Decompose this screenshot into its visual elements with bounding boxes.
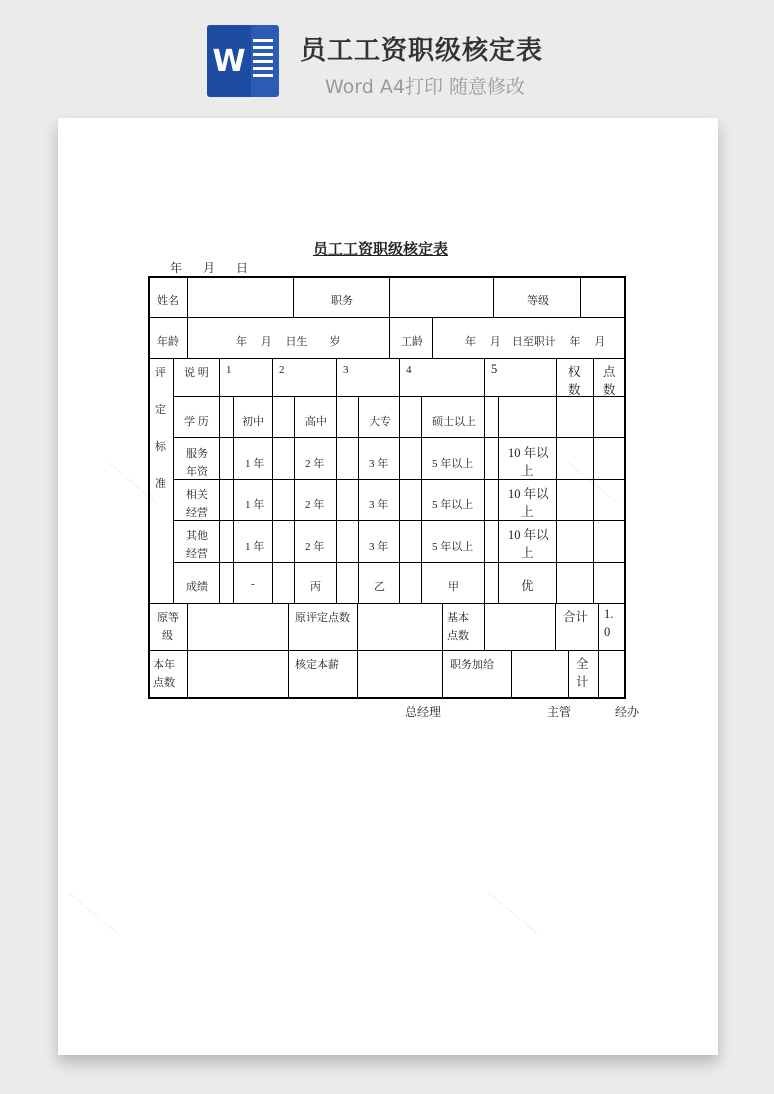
- performance-4: 甲: [448, 581, 459, 593]
- signature-general-manager: 总经理: [405, 705, 442, 719]
- service-3: 3 年: [369, 458, 389, 470]
- label-position: 职务: [331, 295, 353, 307]
- performance-3: 乙: [374, 581, 385, 593]
- label-year-points-2: 点数: [153, 677, 175, 689]
- label-related-1: 相关: [186, 489, 208, 501]
- hire-date-text: 年 月 日至职计 年 月: [465, 336, 606, 348]
- banner-subtitle: Word A4打印 随意修改: [325, 76, 526, 98]
- related-4: 5 年以上: [432, 499, 474, 511]
- related-3: 3 年: [369, 499, 389, 511]
- other-5-line1: 10 年以: [508, 528, 549, 542]
- level-2: 2: [279, 364, 285, 376]
- criteria-side-1: 评: [155, 367, 166, 379]
- signature-supervisor: 主管: [547, 705, 572, 719]
- label-grade: 等级: [527, 295, 549, 307]
- level-5: 5: [491, 362, 498, 376]
- label-total: 合计: [563, 610, 589, 624]
- label-grand-total-2: 计: [576, 675, 589, 689]
- criteria-side-3: 标: [155, 441, 166, 453]
- total-value-2: 0: [604, 625, 611, 639]
- label-grand-total-1: 全: [576, 657, 589, 671]
- other-3: 3 年: [369, 541, 389, 553]
- level-4: 4: [406, 364, 412, 376]
- other-1: 1 年: [245, 541, 265, 553]
- education-2: 高中: [305, 416, 327, 428]
- birth-date-text: 年 月 日生 岁: [236, 336, 341, 348]
- criteria-side-4: 准: [155, 478, 166, 490]
- document-title: 员工工资职级核定表: [313, 240, 449, 258]
- label-related-2: 经营: [186, 507, 208, 519]
- label-description: 说 明: [184, 367, 209, 379]
- other-2: 2 年: [305, 541, 325, 553]
- word-icon-letter: W: [207, 25, 251, 97]
- label-salary: 核定本薪: [295, 659, 339, 671]
- label-age: 年龄: [157, 336, 179, 348]
- education-1: 初中: [242, 416, 264, 428]
- service-4: 5 年以上: [432, 458, 474, 470]
- label-performance: 成绩: [186, 581, 208, 593]
- date-year-label: 年: [170, 261, 183, 275]
- criteria-side-2: 定: [155, 404, 166, 416]
- performance-1: -: [251, 578, 255, 590]
- label-orig-points: 原评定点数: [295, 612, 350, 624]
- label-base-points-2: 点数: [447, 630, 469, 642]
- education-4: 硕士以上: [432, 416, 476, 428]
- date-month-label: 月: [203, 261, 216, 275]
- signature-handler: 经办: [615, 705, 640, 719]
- label-weight-1: 权: [568, 365, 581, 379]
- related-5-line2: 上: [521, 505, 534, 519]
- other-4: 5 年以上: [432, 541, 474, 553]
- header-banner: [0, 0, 774, 110]
- label-seniority: 工龄: [401, 336, 423, 348]
- date-day-label: 日: [236, 261, 249, 275]
- word-icon: [207, 25, 279, 97]
- label-base-points-1: 基本: [447, 612, 469, 624]
- education-3: 大专: [369, 416, 391, 428]
- label-education: 学 历: [184, 416, 209, 428]
- other-5-line2: 上: [521, 546, 534, 560]
- label-other-1: 其他: [186, 530, 208, 542]
- label-allowance: 职务加给: [450, 659, 494, 671]
- label-year-points-1: 本年: [153, 659, 175, 671]
- total-value-1: 1.: [604, 607, 614, 621]
- label-orig-grade-2: 级: [162, 630, 173, 642]
- service-2: 2 年: [305, 458, 325, 470]
- service-1: 1 年: [245, 458, 265, 470]
- related-5-line1: 10 年以: [508, 487, 549, 501]
- performance-5: 优: [521, 579, 534, 593]
- service-5-line1: 10 年以: [508, 446, 549, 460]
- related-2: 2 年: [305, 499, 325, 511]
- level-3: 3: [343, 364, 349, 376]
- label-other-2: 经营: [186, 548, 208, 560]
- level-1: 1: [226, 364, 232, 376]
- label-orig-grade-1: 原等: [157, 612, 179, 624]
- label-name: 姓名: [157, 295, 179, 307]
- label-service-1: 服务: [186, 448, 208, 460]
- service-5-line2: 上: [521, 464, 534, 478]
- label-weight-2: 数: [568, 383, 581, 397]
- banner-title: 员工工资职级核定表: [300, 36, 544, 66]
- label-points-2: 数: [603, 383, 616, 397]
- label-points-1: 点: [603, 365, 616, 379]
- performance-2: 丙: [310, 581, 321, 593]
- label-service-2: 年资: [186, 466, 208, 478]
- related-1: 1 年: [245, 499, 265, 511]
- date-line: [170, 259, 266, 276]
